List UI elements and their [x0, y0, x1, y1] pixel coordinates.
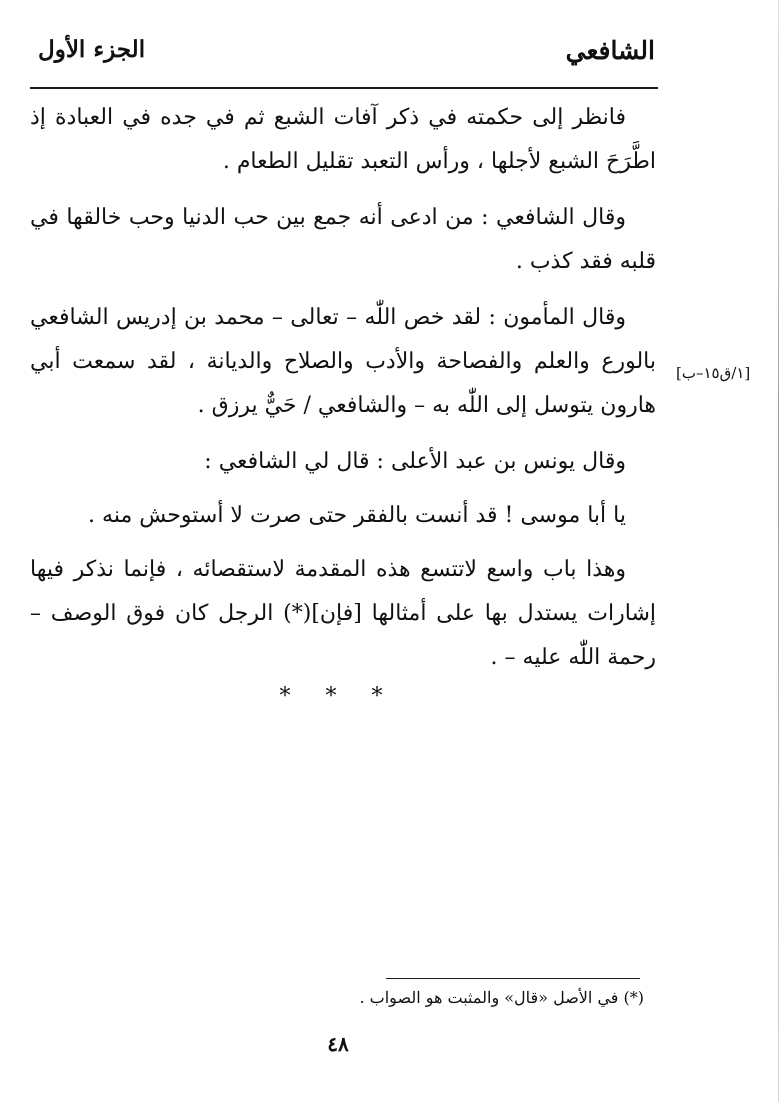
- main-text: [30, 96, 656, 692]
- paragraph-4: وقال يونس بن عبد الأعلى : قال لي الشافعي :: [204, 449, 626, 474]
- paragraph-5: يا أبا موسى ! قد أنست بالفقر حتى صرت لا أستوحش منه .: [88, 503, 626, 528]
- scan-edge-line: [778, 0, 779, 1102]
- page-header: [30, 36, 655, 86]
- footnote-divider: [386, 978, 640, 979]
- paragraph-3: وقال المأمون : لقد خص اللّٰه – تعالى – محمد بن إدريس الشافعي بالورع والعلم والفصاحة والأدب والصلاح والديانة ، لقد سمعت أبي هارون يتوسل إلى اللّٰه به – والشافعي / حَيٌّ يرزق .: [30, 305, 656, 418]
- running-title-volume: الجزء الأول: [38, 36, 146, 63]
- footnote: (*) في الأصل «قال» والمثبت هو الصواب .: [359, 988, 644, 1007]
- page-number: ٤٨: [327, 1032, 349, 1056]
- paragraph-2: وقال الشافعي : من ادعى أنه جمع بين حب الدنيا وحب خالقها في قلبه فقد كذب .: [30, 205, 656, 274]
- manuscript-folio-note: [١/ق١٥–ب]: [676, 364, 751, 382]
- header-divider: [30, 87, 658, 89]
- paragraph-6: وهذا باب واسع لاتتسع هذه المقدمة لاستقصائه ، فإنما نذكر فيها إشارات يستدل بها على أمثالها [فإن](*) الرجل كان فوق الوصف – رحمة اللّٰه عليه – .: [30, 557, 656, 670]
- paragraph-1: فانظر إلى حكمته في ذكر آفات الشبع ثم في جده في العبادة إذ اطَّرَحَ الشبع لأجلها ، ورأس التعبد تقليل الطعام .: [30, 105, 656, 174]
- section-separator: * * *: [279, 684, 397, 709]
- running-title-book: الشافعي: [565, 36, 655, 65]
